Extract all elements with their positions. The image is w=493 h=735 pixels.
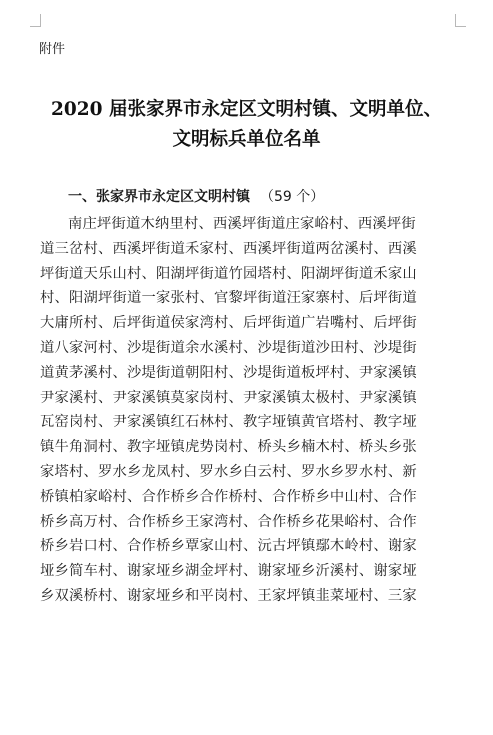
crop-mark-top-right [455, 14, 466, 27]
annex-label: 附件 [39, 42, 66, 57]
body-line: 道八家河村、沙堤街道余水溪村、沙堤街道沙田村、沙堤街 [40, 339, 417, 356]
body-line: 桥镇柏家峪村、合作桥乡合作桥村、合作桥乡中山村、合作 [40, 488, 417, 505]
body-line: 大庸所村、后坪街道侯家湾村、后坪街道广岩嘴村、后坪街 [40, 315, 417, 332]
body-line: 瓦窑岗村、尹家溪镇红石林村、教字垭镇黄官塔村、教字垭 [40, 414, 417, 431]
body-line: 桥乡高万村、合作桥乡王家湾村、合作桥乡花果峪村、合作 [40, 513, 417, 530]
section-heading-text: 一、张家界市永定区文明村镇 [68, 189, 250, 205]
body-line: 坪街道天乐山村、阳湖坪街道竹园塔村、阳湖坪街道禾家山 [40, 265, 417, 282]
document-title [20, 95, 473, 155]
body-line: 村、阳湖坪街道一家张村、官黎坪街道汪家寨村、后坪街道 [40, 290, 417, 307]
body-line: 垭乡简车村、谢家垭乡湖金坪村、谢家垭乡沂溪村、谢家垭 [40, 563, 417, 580]
body-line: 南庄坪街道木纳里村、西溪坪街道庄家峪村、西溪坪街 [68, 216, 416, 232]
section-heading [68, 186, 324, 206]
body-line: 尹家溪村、尹家溪镇莫家岗村、尹家溪镇太极村、尹家溪镇 [40, 389, 417, 406]
body-line: 乡双溪桥村、谢家垭乡和平岗村、王家坪镇韭菜垭村、三家 [40, 587, 417, 604]
document-body [40, 212, 470, 609]
body-line: 桥乡岩口村、合作桥乡覃家山村、沅古坪镇鄢木岭村、谢家 [40, 538, 417, 555]
section-count: （59 个） [260, 189, 325, 205]
body-line: 镇牛角洞村、教字垭镇虎势岗村、桥头乡楠木村、桥头乡张 [40, 439, 417, 456]
crop-mark-top-left [30, 14, 41, 27]
title-line-1: 2020 届张家界市永定区文明村镇、文明单位、 [51, 99, 442, 120]
body-line: 道三岔村、西溪坪街道禾家村、西溪坪街道两岔溪村、西溪 [40, 240, 417, 257]
body-line: 家塔村、罗水乡龙凤村、罗水乡白云村、罗水乡罗水村、新 [40, 463, 417, 480]
body-line: 道黄茅溪村、沙堤街道朝阳村、沙堤街道板坪村、尹家溪镇 [40, 364, 417, 381]
title-line-2: 文明标兵单位名单 [172, 129, 321, 150]
